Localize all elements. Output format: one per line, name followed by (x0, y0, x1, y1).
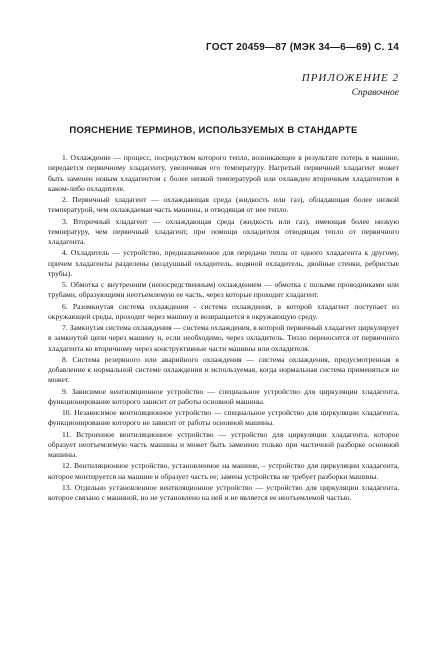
paragraph-5: 5. Обмотка с внутренним (непосредственным) охлаждением — обмотка с полыми проводниками или трубами, образующими неотъемлемую ее часть, через которые проходит хладагент. (48, 280, 399, 300)
paragraph-2: 2. Первичный хладагент — охлаждающая среда (жидкость или газ), обладающая более низкой температурой, чем охлаждаемая часть машины, и отводящая от нее тепло. (48, 195, 399, 215)
paragraph-13: 13. Отдельно установленное вентиляционное устройство — устройство для циркуляции хладагента, которое связано с машиной, но не установлено на ней и не является ее неотъемлемой частью. (48, 482, 399, 502)
paragraph-4: 4. Охладитель — устройство, предназначенное для передачи тепла от одного хладагента к другому, причем хладагенты разделены (воздушный охладитель, водяной охладитель, двойные стенки, ребристые трубы). (48, 248, 399, 278)
paragraph-7: 7. Замкнутая система охлаждения — система охлаждения, в которой первичный хладагент циркулирует в замкнутой цепи через машину и, если необходимо, через охладитель. Тепло переносится от первичного хладагента ко вторичному через конструктивные части машины или охладителя. (48, 323, 399, 353)
page-header: ГОСТ 20459—87 (МЭК 34—6—69) С. 14 (206, 42, 399, 53)
paragraph-11: 11. Встроенное вентиляционное устройство — устройство для циркуляции хладагента, которое образует неотъемлемую часть машины и может быть заменено только при частичной разборке основной машины. (48, 429, 399, 459)
paragraph-6: 6. Разомкнутая система охлаждения - система охлаждения, в которой хладагент поступает из окружающей среды, проходит через машину и возвращается в окружающую среду. (48, 301, 399, 321)
paragraph-10: 10. Независимое вентиляционное устройство — специальное устройство для циркуляции хладагента, функционирование которого не зависит от работы основной машины. (48, 408, 399, 428)
appendix-block (302, 72, 399, 98)
appendix-label: ПРИЛОЖЕНИЕ 2 (301, 72, 399, 84)
paragraph-1: 1. Охлаждение — процесс, посредством которого тепло, возникающее в результате потерь в машине, передается первичному хладагенту, увеличивая его температуру. Нагретый первичный хладагент может быть заменен новым хладагентом с более низкой температурой или охлажден вторичным хладагентом в каком-либо охладителе. (48, 153, 399, 193)
document-body (48, 153, 399, 504)
section-title: ПОЯСНЕНИЕ ТЕРМИНОВ, ИСПОЛЬЗУЕМЫХ В СТАНДАРТЕ (69, 125, 358, 136)
paragraph-3: 3. Вторичный хладагент — охлаждающая среда (жидкость или газ), имеющая более низкую температуру, чем первичный хладагент, при помощи охладителя отводящая тепло от первичного хладагента. (48, 216, 399, 246)
paragraph-8: 8. Система резервного или аварийного охлаждения — система охлаждения, предусмотренная в добавление к нормальной системе охлаждения и используемая, когда нормальная система применяться не может. (48, 354, 399, 385)
appendix-subtitle: Справочное (351, 88, 399, 98)
paragraph-12: 12. Вентиляционное устройство, установленное на машине, – устройство для циркуляции хладагента, которое монтируется на машине и образует часть ее; замена устройства не требует разборки машины. (48, 461, 399, 481)
paragraph-9: 9. Зависимое вентиляционное устройство — специальное устройство для циркуляции хладагента, функционирование которого зависит от работы основной машины. (48, 386, 399, 406)
